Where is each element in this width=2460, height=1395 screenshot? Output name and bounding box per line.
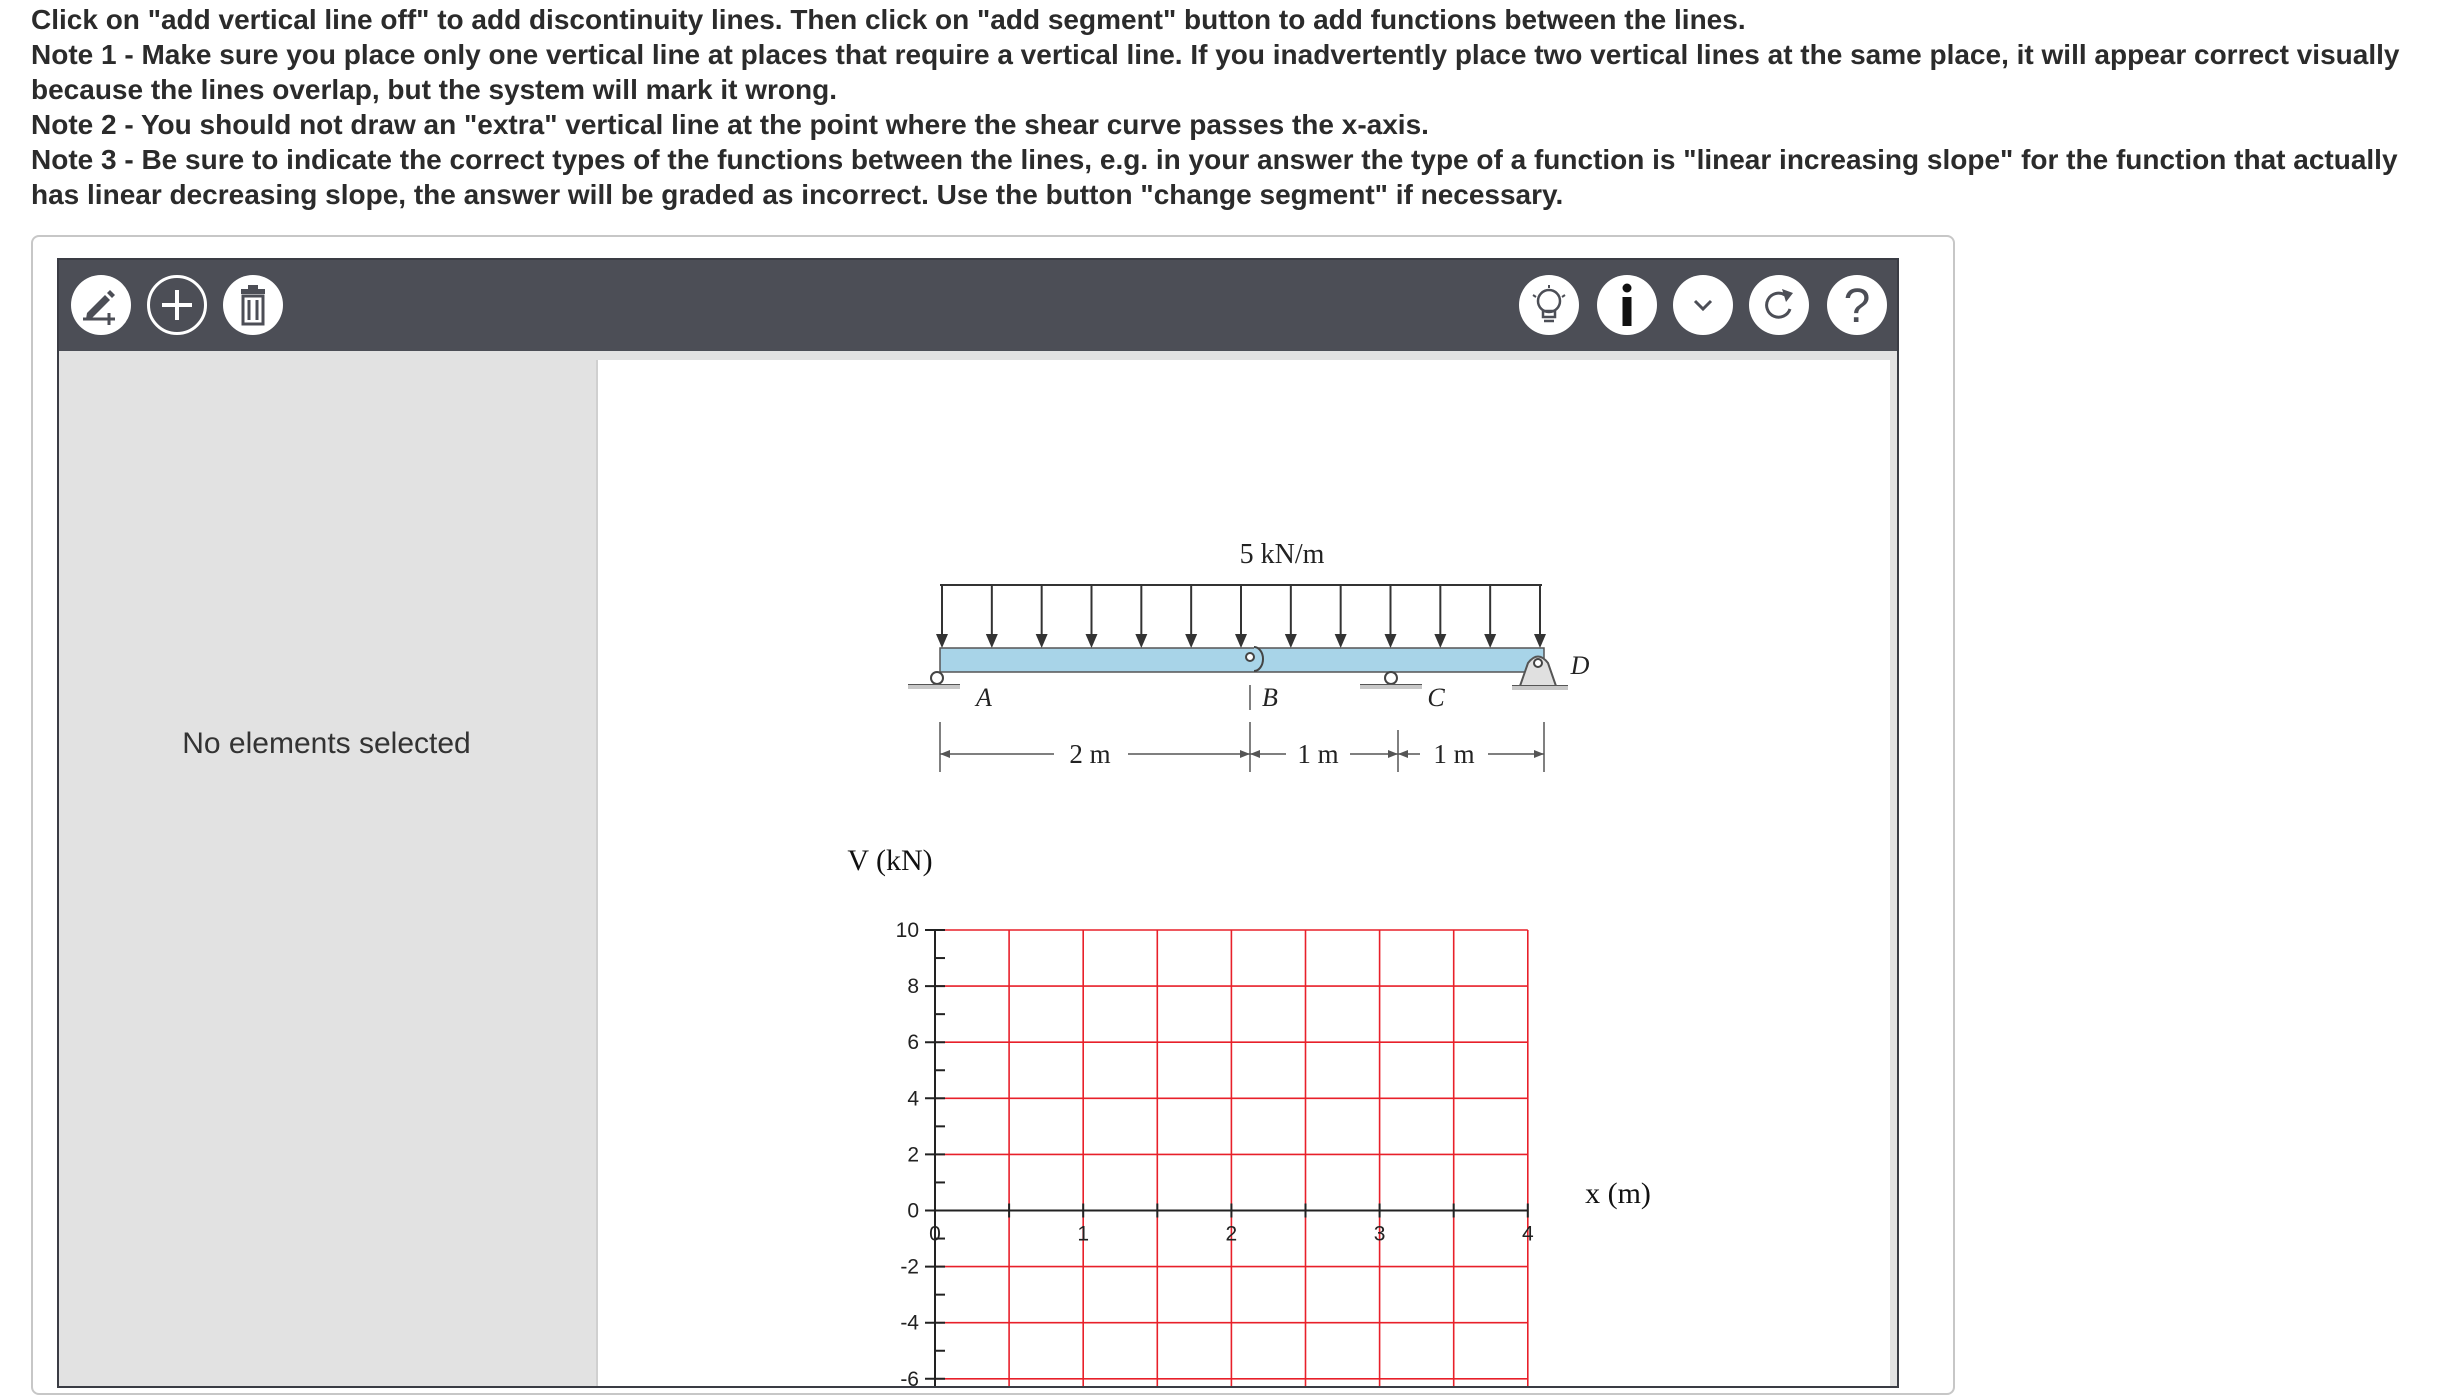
- label-a: A: [976, 683, 992, 712]
- x-tick-label: 2: [1225, 1222, 1238, 1246]
- toolbar: [59, 260, 1897, 351]
- drawing-tool-window: [57, 258, 1899, 1388]
- delete-button[interactable]: [223, 275, 283, 335]
- no-selection-text: No elements selected: [182, 727, 471, 760]
- instruction-line-5: Note 3 - Be sure to indicate the correct types of the functions between the lines, e.g. in your answer the type of a function is "linear increasing slope" for the function that actually: [31, 144, 2398, 175]
- y-tick-label: 4: [907, 1087, 919, 1111]
- shear-chart: [896, 919, 1534, 1388]
- info-button[interactable]: [1597, 275, 1657, 335]
- trash-icon: [233, 283, 273, 327]
- hinge-b-pin: [1246, 653, 1254, 661]
- load-label: 5 kN/m: [1239, 539, 1325, 570]
- load-arrow-head: [1534, 634, 1546, 648]
- properties-panel: [59, 351, 594, 1386]
- beam-diagram: [908, 539, 1590, 772]
- drawing-canvas[interactable]: [596, 360, 1890, 1388]
- instruction-line-6: has linear decreasing slope, the answer will be graded as incorrect. Use the button "change segment" if necessary.: [31, 179, 1564, 210]
- y-tick-label: 2: [907, 1143, 919, 1167]
- load-arrow-head: [1086, 634, 1098, 648]
- label-c: C: [1427, 683, 1445, 712]
- hint-button[interactable]: [1519, 275, 1579, 335]
- lightbulb-icon: [1527, 283, 1571, 327]
- label-d: D: [1570, 651, 1590, 680]
- y-tick-label: -6: [900, 1367, 919, 1388]
- instruction-line-4: Note 2 - You should not draw an "extra" vertical line at the point where the shear curve passes the x-axis.: [31, 109, 1429, 140]
- load-arrow-head: [986, 634, 998, 648]
- instruction-line-1: Click on "add vertical line off" to add discontinuity lines. Then click on "add segment" button to add functions between the lines.: [31, 4, 1746, 35]
- add-segment-button[interactable]: [147, 275, 207, 335]
- support-a: [908, 672, 960, 689]
- x-tick-label: 4: [1521, 1222, 1534, 1246]
- chevron-down-icon: [1685, 287, 1721, 323]
- dimension-label-bc: 1 m: [1297, 739, 1339, 769]
- redo-button[interactable]: [1749, 275, 1809, 335]
- instruction-line-3: because the lines overlap, but the system will mark it wrong.: [31, 74, 838, 105]
- beam: [940, 648, 1544, 672]
- y-tick-label: 8: [907, 975, 919, 999]
- y-tick-label: 10: [895, 919, 919, 942]
- svg-text:?: ?: [1843, 280, 1871, 330]
- x-tick-label: 0: [929, 1222, 941, 1246]
- label-b: B: [1262, 683, 1278, 712]
- plus-icon: [157, 285, 197, 325]
- y-axis-label: V (kN): [847, 844, 933, 877]
- help-button[interactable]: [1827, 275, 1887, 335]
- help-icon: [1837, 280, 1877, 330]
- load-arrow-head: [1135, 634, 1147, 648]
- y-tick-label: 6: [907, 1031, 919, 1055]
- load-arrow-head: [1036, 634, 1048, 648]
- instruction-line-2: Note 1 - Make sure you place only one vertical line at places that require a vertical line. If you inadvertently place two vertical lines at the same place, it will appear correct visually: [31, 39, 2400, 70]
- dimension-label-cd: 1 m: [1433, 739, 1475, 769]
- load-arrow-head: [1235, 634, 1247, 648]
- load-arrow-head: [1285, 634, 1297, 648]
- load-arrow-head: [1335, 634, 1347, 648]
- load-arrow-head: [1484, 634, 1496, 648]
- y-tick-label: -2: [900, 1255, 919, 1279]
- x-axis-label: x (m): [1585, 1177, 1651, 1210]
- info-icon: [1607, 281, 1647, 329]
- distributed-load-arrows: [936, 585, 1546, 648]
- redo-icon: [1757, 283, 1801, 327]
- y-tick-label: 0: [907, 1199, 919, 1223]
- add-vertical-line-button[interactable]: [71, 275, 131, 335]
- y-tick-label: -4: [900, 1311, 919, 1335]
- load-arrow-head: [1385, 634, 1397, 648]
- load-arrow-head: [936, 634, 948, 648]
- expand-button[interactable]: [1673, 275, 1733, 335]
- load-arrow-head: [1185, 634, 1197, 648]
- x-tick-label: 1: [1077, 1222, 1090, 1246]
- instructions: [31, 2, 2451, 212]
- add-vertical-line-icon: [79, 283, 123, 327]
- support-c: [1360, 672, 1422, 689]
- load-arrow-head: [1434, 634, 1446, 648]
- x-tick-label: 3: [1373, 1222, 1386, 1246]
- canvas-svg: [598, 360, 1890, 1388]
- dimension-label-ab: 2 m: [1069, 739, 1111, 769]
